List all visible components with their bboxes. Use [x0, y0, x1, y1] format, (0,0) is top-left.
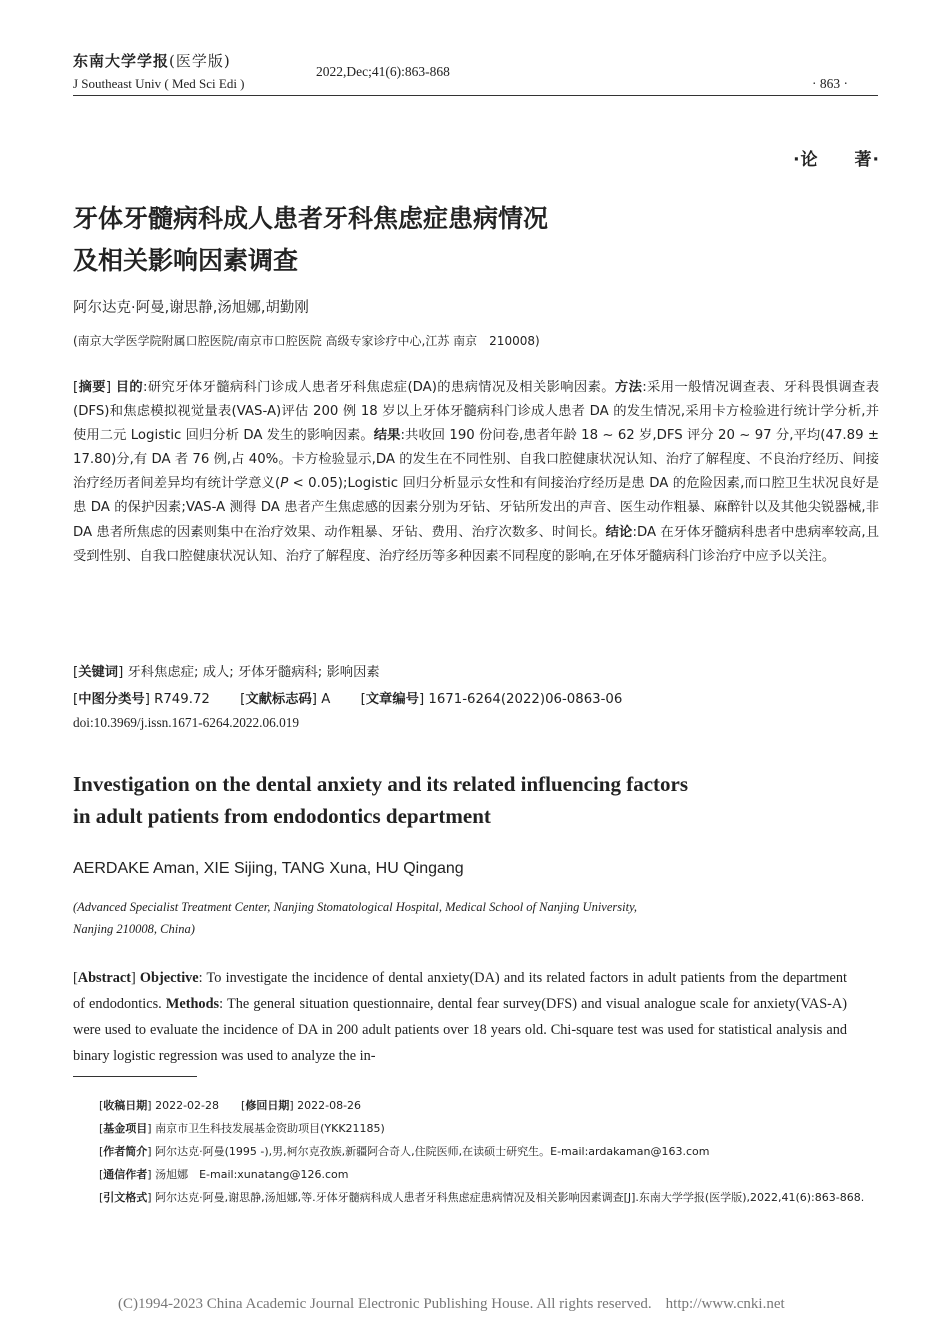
title-cn-line-2: 及相关影响因素调查	[73, 246, 299, 275]
journal-title-en: J Southeast Univ ( Med Sci Edi )	[73, 76, 245, 91]
footnote-author: [作者简介] 阿尔达克·阿曼(1995 -),男,柯尔克孜族,新疆阿合奇人,住院医师,在读硕士研究生。E-mail:ardakaman@163.com	[99, 1145, 710, 1158]
objective-text-en: : To investigate the incidence of dental anxiety(DA) and its related factors in adult patients from the department of endodontics.	[73, 970, 847, 1012]
keywords-label: 关键词	[78, 665, 119, 680]
classification-line	[73, 688, 879, 707]
abstract-label-en: Abstract	[77, 970, 131, 986]
methods-text-cn: :采用一般情况调查表、牙科畏惧调查表(DFS)和焦虑模拟视觉量表(VAS-A)评估 200 例 18 岁以上牙体牙髓病科门诊成人患者 DA 的发生情况,采用卡方检验进行统计学分析,并使用二元 Logistic 回归分析 DA 发生的影响因素。	[73, 380, 879, 444]
article-title-en	[73, 768, 873, 832]
objective-label-en: Objective	[139, 970, 199, 986]
footnote-divider	[73, 1076, 197, 1077]
results-text-cn: :共收回 190 份问卷,患者年龄 18 ~ 62 岁,DFS 评分 20 ~ 97 分,平均(47.89 ± 17.80)分,有 DA 者 76 例,占 40%。卡方检验显示,DA 的发生在不同性别、自我口腔健康状况认知、治疗了解程度、不良治疗经历、间接治疗经历者间差异均有统计学意义(	[73, 428, 879, 492]
article-title-cn	[73, 198, 548, 282]
abstract-cn: [摘要] 目的:研究牙体牙髓病科门诊成人患者牙科焦虑症(DA)的患病情况及相关影响因素。方法:采用一般情况调查表、牙科畏惧调查表(DFS)和焦虑模拟视觉量表(VAS-A)评估 200 例 18 岁以上牙体牙髓病科门诊成人患者 DA 的发生情况,采用卡方检验进行统计学分析,并使用二元 Logistic 回归分析 DA 发生的影响因素。结果:共收回 190 份问卷,患者年龄 18 ~ 62 岁,DFS 评分 20 ~ 97 分,平均(47.89 ± 17.80)分,有 DA 者 76 例,占 40%。卡方检验显示,DA 的发生在不同性别、自我口腔健康状况认知、治疗了解程度、不良治疗经历、间接治疗经历者间差异均有统计学意义(P < 0.05);Logistic 回归分析显示女性和有间接治疗经历是患 DA 的危险因素,而口腔卫生状况良好是患 DA 的保护因素;VAS-A 测得 DA 患者产生焦虑感的因素分别为牙钻、牙钻所发出的声音、医生动作粗暴、麻醉针以及其他尖锐器械,非 DA 患者所焦虑的因素则集中在治疗效果、动作粗暴、牙钻、费用、治疗次数多、时间长。结论:DA 在牙体牙髓病科患者中患病率较高,且受到性别、自我口腔健康状况认知、治疗了解程度、治疗经历等多种因素不同程度的影响,在牙体牙髓病科门诊治疗中应予以关注。	[73, 380, 880, 564]
section-tag: ·论 著·	[793, 150, 880, 170]
article-number-item: [文章编号] 1671-6264(2022)06-0863-06	[360, 692, 623, 707]
objective-label-cn: 目的	[115, 380, 144, 395]
p-symbol: P	[280, 476, 289, 492]
footnote-corresponding: [通信作者] 汤旭娜 E-mail:xunatang@126.com	[99, 1168, 349, 1181]
objective-text-cn: :研究牙体牙髓病科门诊成人患者牙科焦虑症(DA)的患病情况及相关影响因素。	[143, 380, 615, 395]
affiliation-cn: (南京大学医学院附属口腔医院/南京市口腔医院 高级专家诊疗中心,江苏 南京 210008)	[73, 334, 540, 348]
methods-label-cn: 方法	[614, 380, 643, 395]
doi: doi:10.3969/j.issn.1671-6264.2022.06.019	[73, 715, 300, 730]
title-cn-line-1: 牙体牙髓病科成人患者牙科焦虑症患病情况	[73, 204, 549, 233]
footnotes	[73, 1094, 879, 1209]
doc-code-item: [文献标志码] A	[240, 692, 331, 707]
abstract-en: [Abstract] Objective: To investigate the incidence of dental anxiety(DA) and its related factors in adult patients from the department of endodontics. Methods: The general situation questionnaire, dental fear survey(DFS) and visual analogue scale for anxiety(VAS-A) were used to evaluate the incidence of DA in 200 adult patients over 18 years old. Chi-square test was used for statistical analysis and binary logistic regression was used to analyze the in-	[73, 970, 847, 1064]
copyright-notice: (C)1994-2023 China Academic Journal Electronic Publishing House. All rights reserved. http://www.cnki.net	[118, 1296, 785, 1312]
conclusion-text-cn: :DA 在牙体牙髓病科患者中患病率较高,且受到性别、自我口腔健康状况认知、治疗了解程度、治疗经历等多种因素不同程度的影响,在牙体牙髓病科门诊治疗中应予以关注。	[73, 524, 880, 564]
footnote-citation: [引文格式] 阿尔达克·阿曼,谢思静,汤旭娜,等.牙体牙髓病科成人患者牙科焦虑症患病情况及相关影响因素调查[J].东南大学学报(医学版),2022,41(6):863-868.	[99, 1191, 865, 1204]
results-text-cn-2: < 0.05);Logistic 回归分析显示女性和有间接治疗经历是患 DA 的危险因素,而口腔卫生状况良好是患 DA 的保护因素;VAS-A 测得 DA 患者产生焦虑感的因素分别为牙钻、牙钻所发出的声音、医生动作粗暴、麻醉针以及其他尖锐器械,非 DA 患者所焦虑的因素则集中在治疗效果、动作粗暴、牙钻、费用、治疗次数多、时间长。	[73, 476, 880, 540]
authors-cn: 阿尔达克·阿曼,谢思静,汤旭娜,胡勤刚	[73, 300, 309, 316]
clc-item: [中图分类号] R749.72	[73, 692, 210, 707]
authors-en: AERDAKE Aman, XIE Sijing, TANG Xuna, HU Qingang	[73, 860, 464, 877]
issue-info: 2022,Dec;41(6):863-868	[316, 64, 450, 79]
cnki-link[interactable]: http://www.cnki.net	[665, 1296, 785, 1312]
keywords-text: 牙科焦虑症; 成人; 牙体牙髓病科; 影响因素	[127, 665, 380, 680]
methods-text-en: : The general situation questionnaire, dental fear survey(DFS) and visual analogue scale for anxiety(VAS-A) were used to evaluate the incidence of DA in 200 adult patients over 18 years old. Chi-square test was used for statistical analysis and binary logistic regression was used to analyze the in-	[73, 996, 847, 1064]
page-number: · 863 ·	[812, 76, 848, 91]
title-en-line-1: Investigation on the dental anxiety and its related influencing factors	[73, 772, 689, 796]
header-divider	[73, 95, 878, 96]
affiliation-en: (Advanced Specialist Treatment Center, Nanjing Stomatological Hospital, Medical School of Nanjing University, Nanjing 210008, China)	[73, 900, 638, 936]
results-label-cn: 结果	[373, 428, 401, 444]
methods-label-en: Methods	[165, 996, 220, 1012]
footnote-dates: [收稿日期] 2022-02-28 [修回日期] 2022-08-26	[99, 1099, 362, 1112]
conclusion-label-cn: 结论	[605, 524, 633, 540]
title-en-line-2: in adult patients from endodontics department	[73, 804, 491, 828]
journal-title-cn: 东南大学学报(医学版)	[73, 52, 231, 70]
footnote-fund: [基金项目] 南京市卫生科技发展基金资助项目(YKK21185)	[99, 1122, 385, 1135]
keywords-cn: [关键词] 牙科焦虑症; 成人; 牙体牙髓病科; 影响因素	[73, 665, 380, 680]
abstract-label-cn: 摘要	[78, 380, 106, 395]
journal-subtitle-cn: (医学版)	[169, 52, 231, 70]
